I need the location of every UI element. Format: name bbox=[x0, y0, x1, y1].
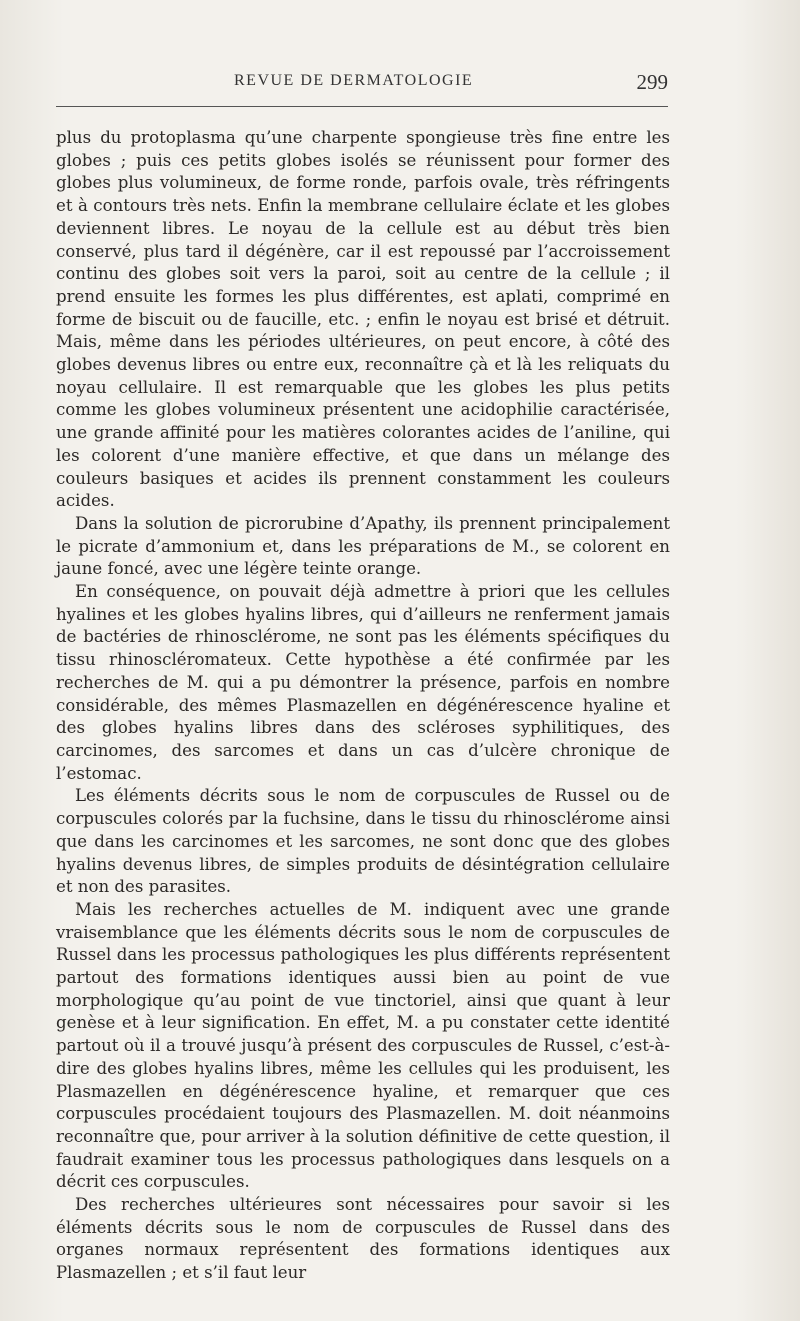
header-rule bbox=[56, 106, 668, 107]
running-title: REVUE DE DERMATOLOGIE bbox=[234, 72, 474, 89]
paragraph-3: En conséquence, on pouvait déjà admettre à priori que les cellules hyalines et les globes hyalins libres, qui d’ailleurs ne renferment jamais de bactéries de rhinosclérome, ne sont pas les éléments spécifiques du tissu rhinoscléromateux. Cette hypothèse a été confirmée par les recherches de M. qui a pu démontrer la présence, parfois en nombre considérable, des mêmes Plasmazellen en dégénérescence hyaline et des globes hyalins libres dans des scléroses syphilitiques, des carcinomes, des sarcomes et dans un cas d’ulcère chronique de l’estomac. bbox=[56, 582, 670, 783]
page-number: 299 bbox=[636, 70, 668, 94]
paragraph-1: plus du protoplasma qu’une charpente spongieuse très fine entre les globes ; puis ces petits globes isolés se réunissent pour former des globes plus volumineux, de forme ronde, parfois ovale, très réfringents et à contours très nets. Enfin la membrane cellulaire éclate et les globes deviennent libres. Le noyau de la cellule est au début très bien conservé, plus tard il dégénère, car il est repoussé par l’accroissement continu des globes soit vers la paroi, soit au centre de la cellule ; il prend ensuite les formes les plus différentes, est aplati, comprimé en forme de biscuit ou de faucille, etc. ; enfin le noyau est brisé et détruit. Mais, même dans les périodes ultérieures, on peut encore, à côté des globes devenus libres ou entre eux, reconnaître çà et là les reliquats du noyau cellulaire. Il est remarquable que les globes les plus petits comme les globes volumineux présentent une acidophilie caractérisée, une grande affinité pour les matières colorantes acides de l’aniline, qui les colorent d’une manière effective, et que dans un mélange des couleurs basiques et acides ils prennent constamment les couleurs acides. bbox=[56, 128, 670, 511]
page-header bbox=[56, 72, 668, 96]
paragraph-5: Mais les recherches actuelles de M. indiquent avec une grande vraisemblance que les éléments décrits sous le nom de corpuscules de Russel dans les processus pathologiques les plus différents représentent partout des formations identiques aussi bien au point de vue morphologique qu’au point de vue tinctoriel, ainsi que quant à leur genèse et à leur signification. En effet, M. a pu constater cette identité partout où il a trouvé jusqu’à présent des corpuscules de Russel, c’est-à-dire des globes hyalins libres, même les cellules qui les produisent, les Plasmazellen en dégénérescence hyaline, et remarquer que ces corpuscules procédaient toujours des Plasmazellen. M. doit néanmoins reconnaître que, pour arriver à la solution définitive de cette question, il faudrait examiner tous les processus pathologiques dans lesquels on a décrit ces corpuscules. bbox=[56, 899, 670, 1192]
body-text bbox=[56, 127, 670, 1285]
paragraph-6: Des recherches ultérieures sont nécessaires pour savoir si les éléments décrits sous le nom de corpuscules de Russel dans des organes normaux représentent des formations identiques aux Plasmazellen ; et s’il faut leur bbox=[56, 1195, 670, 1283]
paragraph-4: Les éléments décrits sous le nom de corpuscules de Russel ou de corpuscules colorés par la fuchsine, dans le tissu du rhinosclérome ainsi que dans les carcinomes et les sarcomes, ne sont donc que des globes hyalins devenus libres, de simples produits de désintégration cellulaire et non des parasites. bbox=[56, 786, 670, 897]
paragraph-2: Dans la solution de picrorubine d’Apathy, ils prennent principalement le picrate d’ammonium et, dans les préparations de M., se colorent en jaune foncé, avec une légère teinte orange. bbox=[56, 513, 670, 579]
